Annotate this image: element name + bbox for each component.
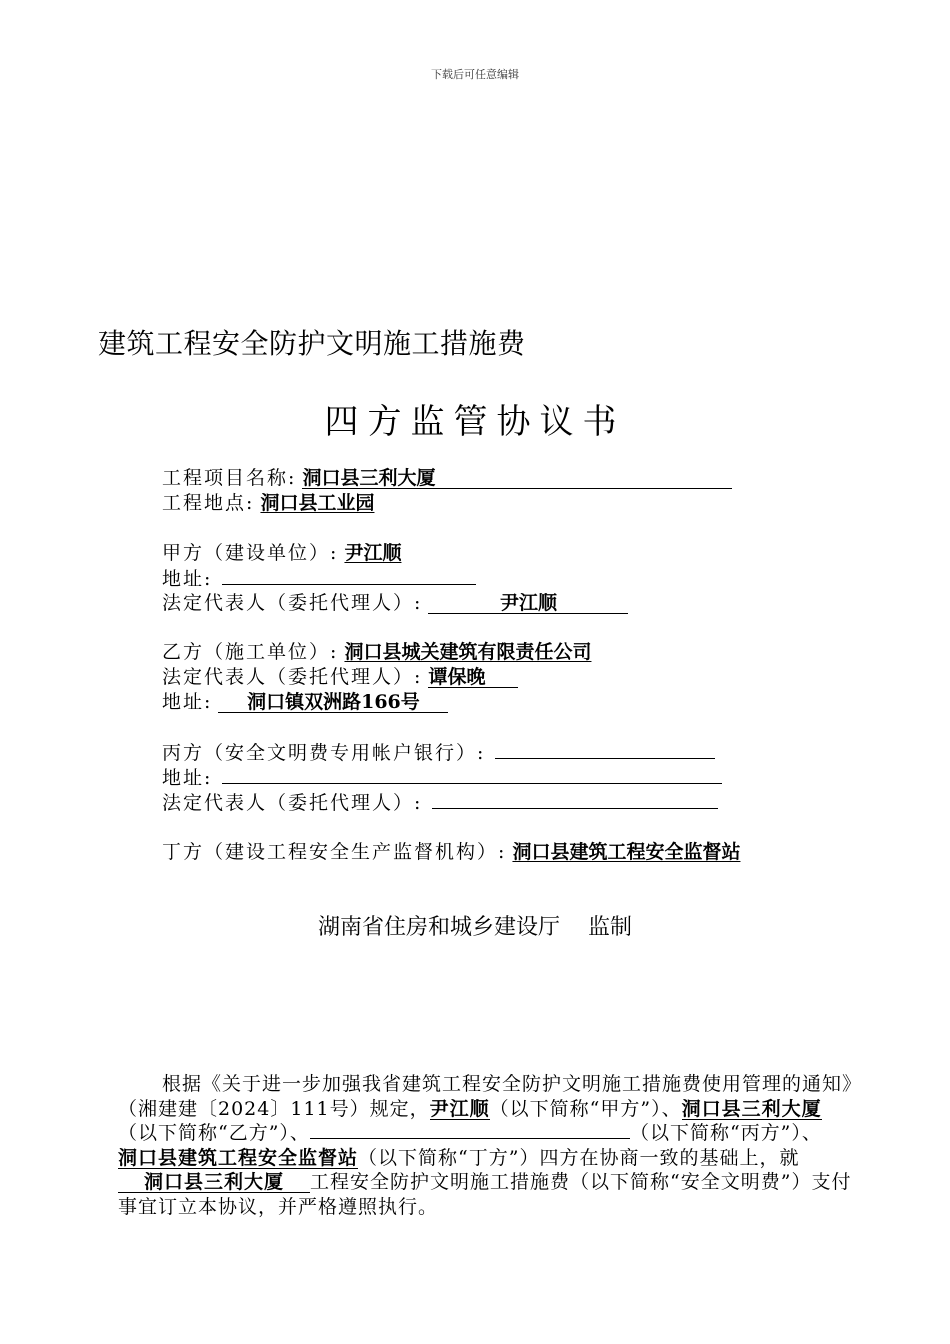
party-a-label: 甲方（建设单位）: <box>162 542 339 564</box>
party-a-rep-value: 尹江顺 <box>428 593 628 614</box>
supervisor-org: 湖南省住房和城乡建设厅 <box>317 915 560 940</box>
party-b-address-value: 洞口镇双洲路166号 <box>218 692 448 713</box>
project-name-value: 洞口县三利大厦 <box>302 468 732 489</box>
party-d-value: 洞口县建筑工程安全监督站 <box>512 841 741 863</box>
party-b-label: 乙方（施工单位）: <box>162 641 339 663</box>
agreement-paragraph <box>118 1072 858 1219</box>
project-name-row <box>162 466 732 490</box>
para-party-c-blank <box>310 1138 630 1139</box>
party-b-row <box>162 640 591 664</box>
para-party-a: 尹江顺 <box>429 1097 490 1120</box>
supervisor-line <box>0 910 950 941</box>
party-c-rep-label: 法定代表人（委托代理人）: <box>162 792 423 814</box>
party-c-blank <box>495 740 715 759</box>
para-party-d: 洞口县建筑工程安全监督站 <box>118 1146 359 1169</box>
party-c-rep-blank <box>432 790 718 809</box>
project-name-label: 工程项目名称: <box>162 467 297 489</box>
party-a-rep-row <box>162 591 628 615</box>
party-a-value: 尹江顺 <box>344 542 402 564</box>
project-location-label: 工程地点: <box>162 492 255 514</box>
party-b-address-row <box>162 690 448 714</box>
party-b-address-label: 地址: <box>162 691 213 713</box>
party-c-rep-row <box>162 790 718 815</box>
party-b-rep-value: 谭保晚 <box>428 667 518 688</box>
para-party-b: 洞口县三利大厦 <box>681 1097 822 1120</box>
party-a-address-label: 地址: <box>162 568 213 590</box>
document-title-line1: 建筑工程安全防护文明施工措施费 <box>98 327 526 360</box>
party-c-address-row <box>162 765 722 790</box>
party-b-rep-row <box>162 665 518 689</box>
para-text-6: 工程安全防护文明施工措施费（以下简称“安全文明费”）支付事宜订立本协议，并严格遵照执行。 <box>118 1171 852 1218</box>
supervisor-action: 监制 <box>588 915 633 940</box>
party-b-rep-label: 法定代表人（委托代理人）: <box>162 666 423 688</box>
party-c-address-blank <box>222 765 722 784</box>
para-text-5: （以下简称“丁方”）四方在协商一致的基础上，就 <box>358 1146 800 1169</box>
party-a-row <box>162 541 401 565</box>
para-text-1: 根据《关于进一步加强我省建筑工程安全防护文明施工措施费使用管理的通知》（湘建建〔2024〕111号）规定， <box>118 1073 853 1120</box>
para-text-3: （以下简称“乙方”）、 <box>118 1122 310 1144</box>
para-text-4: （以下简称“丙方”）、 <box>629 1122 822 1144</box>
party-d-label: 丁方（建设工程安全生产监督机构）: <box>162 841 507 863</box>
para-project-name: 洞口县三利大厦 <box>118 1172 310 1193</box>
party-c-address-label: 地址: <box>162 767 213 789</box>
party-c-row <box>162 740 715 765</box>
document-title-line2: 四方监管协议书 <box>324 402 626 442</box>
party-a-rep-label: 法定代表人（委托代理人）: <box>162 592 423 614</box>
party-a-address-blank <box>222 566 476 585</box>
page-header: 下载后可任意编辑 <box>431 68 519 81</box>
project-location-row <box>162 491 374 515</box>
party-a-address-row <box>162 566 476 591</box>
party-d-row <box>162 840 740 864</box>
project-location-value: 洞口县工业园 <box>260 492 375 514</box>
party-c-label: 丙方（安全文明费专用帐户银行）: <box>162 742 486 764</box>
para-text-2: （以下简称“甲方”）、 <box>489 1097 682 1120</box>
party-b-value: 洞口县城关建筑有限责任公司 <box>344 641 592 663</box>
